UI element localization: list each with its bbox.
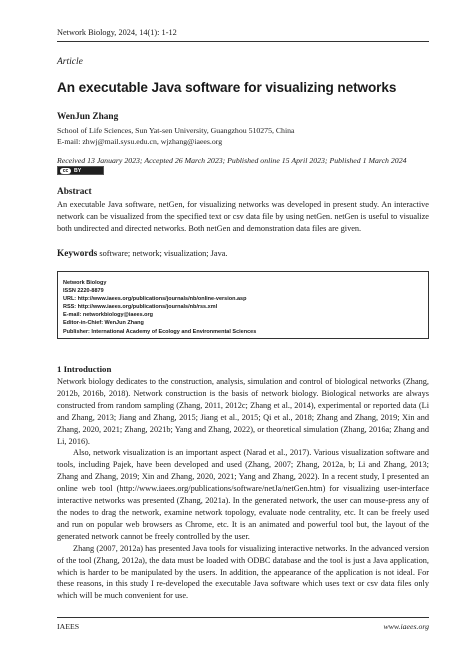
abstract-heading: Abstract — [57, 187, 92, 197]
intro-heading: 1 Introduction — [57, 364, 112, 374]
publication-dates: Received 13 January 2023; Accepted 26 March 2023; Published online 15 April 2023; Published 1 March 2024 — [57, 156, 407, 165]
keywords-label: Keywords — [57, 249, 98, 259]
author-email: E-mail: zhwj@mail.sysu.edu.cn, wjzhang@iaees.org — [57, 137, 223, 146]
paper-title: An executable Java software for visualizing networks — [57, 80, 397, 95]
keywords-line — [57, 249, 429, 259]
journal-editor: Editor-in-Chief: WenJun Zhang — [63, 320, 144, 327]
journal-url[interactable]: URL: http://www.iaees.org/publications/journals/nb/online-version.asp — [63, 296, 247, 303]
footer-rule — [57, 617, 429, 618]
cc-by-label: BY — [74, 167, 82, 174]
journal-rss[interactable]: RSS: http://www.iaees.org/publications/journals/nb/rss.xml — [63, 304, 218, 311]
running-head: Network Biology, 2024, 14(1): 1-12 — [57, 28, 177, 37]
journal-info-box — [57, 271, 429, 339]
journal-email[interactable]: E-mail: networkbiology@iaees.org — [63, 312, 154, 319]
footer-publisher: IAEES — [57, 622, 80, 631]
article-type-label: Article — [57, 57, 83, 67]
journal-issn: ISSN 2220-8879 — [63, 288, 104, 295]
header-rule — [57, 41, 429, 42]
keywords-text: software; network; visualization; Java. — [97, 249, 228, 258]
paper-page — [57, 0, 429, 670]
journal-name: Network Biology — [63, 280, 107, 286]
intro-body — [57, 376, 429, 602]
intro-paragraph-3: Zhang (2007, 2012a) has presented Java tools for visualizing interactive networks. In the advanced version of the tool (Zhang, 2012a), the data must be loaded with ODBC database and the tool is just a Java application, which is harder to be manipulated by the users. In addition, the appearance of the application is not ideal. For these reasons, in this study I re-developed the executable Java software which uses text or csv data files only which will be much convenient for use. — [57, 543, 429, 601]
author-affiliation: School of Life Sciences, Sun Yat-sen University, Guangzhou 510275, China — [57, 126, 295, 135]
cc-license-badge[interactable] — [57, 166, 104, 175]
author-name: WenJun Zhang — [57, 112, 119, 122]
creative-commons-icon: cc — [60, 168, 71, 174]
abstract-text: An executable Java software, netGen, for visualizing networks was developed in present study. An interactive network can be visualized from the specified text or csv data file by using netGen. netGen is useful to visualize both undirected and directed networks. Both netGen and demonstration data files are given. — [57, 200, 429, 233]
intro-paragraph-1: Network biology dedicates to the construction, analysis, simulation and control of biological networks (Zhang, 2012b, 2016b, 2018). Network construction is the basis of network biology. Biological networks are always constructed from random sampling (Zhang, 2011, 2012c; Zhang et al., 2014), experimental or reported data (Li and Zhang, 2013; Jiang and Zhang, 2015; Jiang et al., 2015; Qi et al., 2018; Zhang and Zhang, 2019; Xin and Zhang, 2020, 2021; Zhang, 2021b; Yang and Zhang, 2022), or theoretical simulation (Zhang, 2016a; Zhang and Li, 2016). — [57, 377, 429, 446]
journal-publisher: Publisher: International Academy of Ecology and Environmental Sciences — [63, 328, 257, 335]
footer-website[interactable]: www.iaees.org — [383, 622, 429, 631]
intro-paragraph-2: Also, network visualization is an important aspect (Narad et al., 2017). Various visualization software and tools, including Pajek, have been developed and used (Zhang, 2007; Zhang, 2012a, b; Li and Zhang, 2013; Zhang and Zhang, 2019; Xin and Zhang, 2020, 2021; Yang and Zhang, 2022). In a recent study, I presented an online web tool (http://www.iaees.org/publications/software/netJa/netGen.htm) for visualizing user-interface interactive networks was presented (Zhang, 2021a). In the generated network, the user can mouse-press any of the nodes to drag the network, examine network topology, evaluate node centrality, etc. It can be freely used and run on popular web browsers as Chrome, etc. It is an animated and powerful tool but, the layout of the generated network cannot be freely controlled by the user. — [57, 448, 429, 541]
abstract-body — [57, 199, 429, 235]
